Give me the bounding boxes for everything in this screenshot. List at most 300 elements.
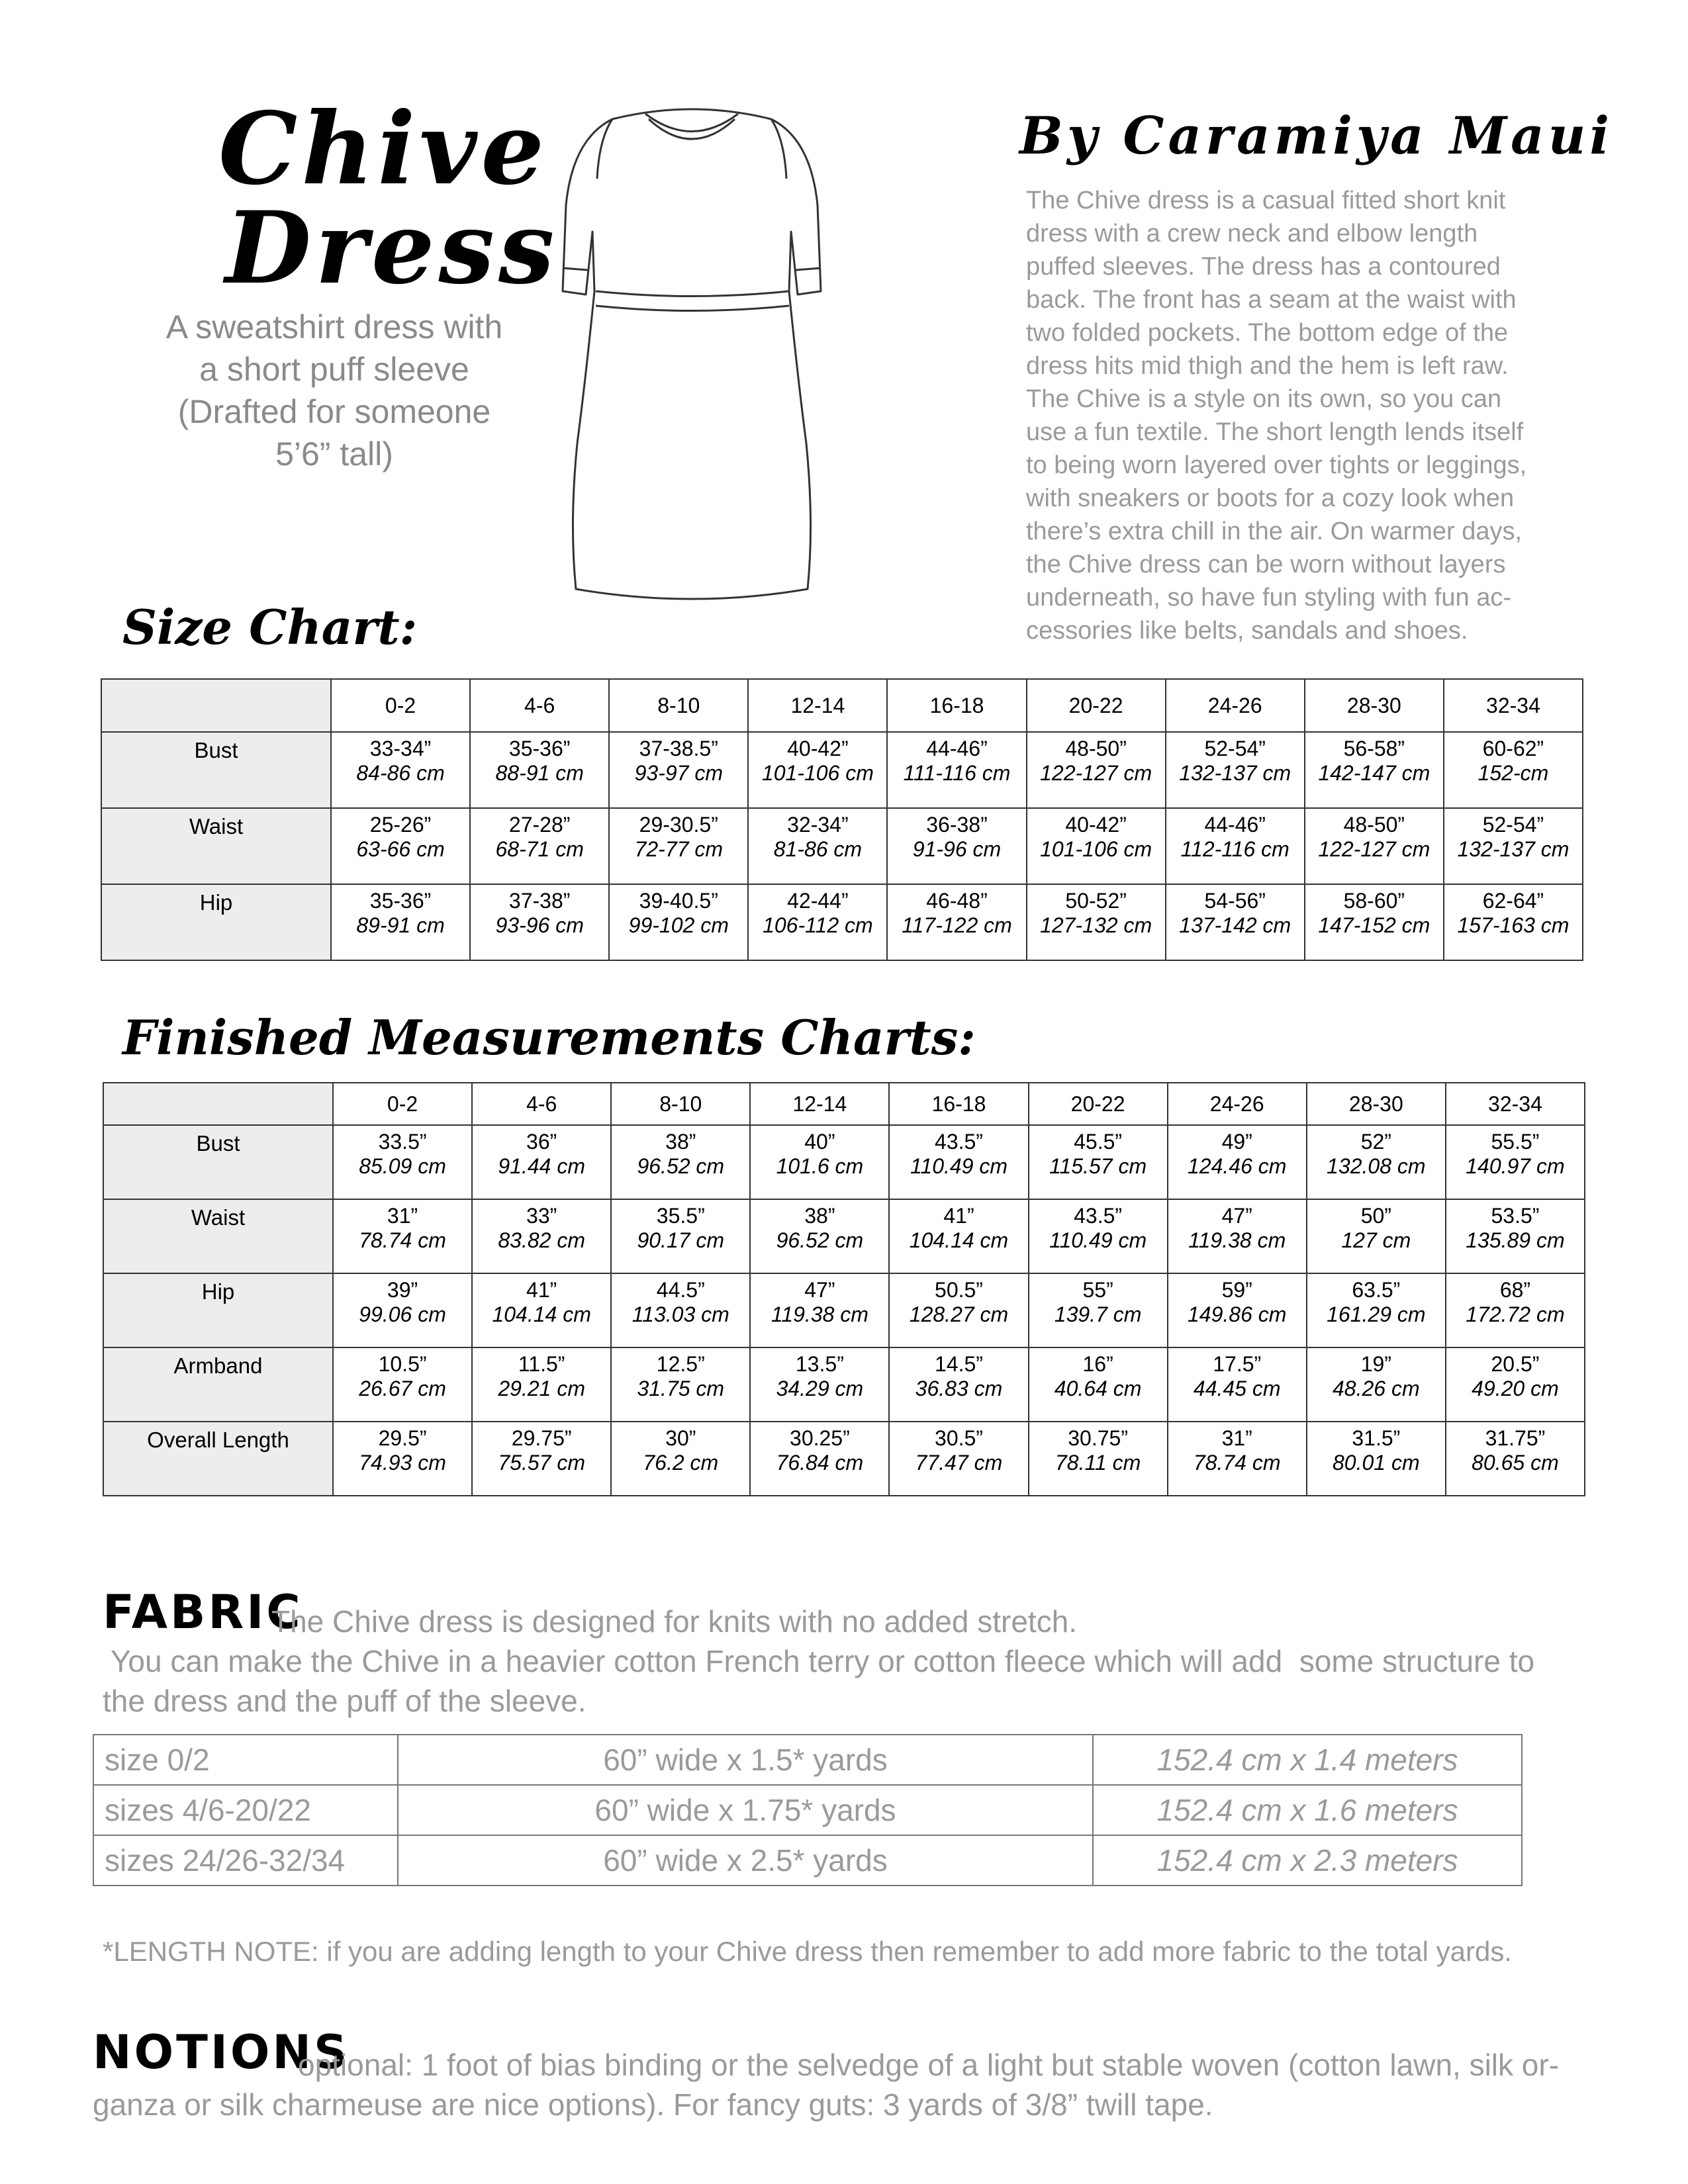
- measurement-cell: [1446, 1347, 1585, 1422]
- measurement-cell: [1307, 1199, 1446, 1273]
- value-inches: 48-50”: [1065, 737, 1127, 760]
- value-cm: 172.72 cm: [1466, 1302, 1565, 1326]
- fabric-line-3: the dress and the puff of the sleeve.: [103, 1684, 586, 1718]
- value-inches: 16”: [1082, 1352, 1113, 1376]
- measurement-cell: [470, 884, 609, 960]
- value-inches: 30”: [665, 1426, 696, 1450]
- value-inches: 54-56”: [1204, 889, 1266, 913]
- value-inches: 40-42”: [787, 737, 849, 760]
- measurement-cell: [1305, 732, 1444, 808]
- value-cm: 132.08 cm: [1327, 1154, 1426, 1178]
- measurement-cell: [1029, 1273, 1168, 1347]
- value-cm: 77.47 cm: [915, 1451, 1003, 1475]
- measurement-cell: [1444, 732, 1583, 808]
- title-line-2: Dress: [225, 190, 559, 306]
- value-inches: 39-40.5”: [639, 889, 718, 913]
- value-inches: 68”: [1499, 1278, 1531, 1302]
- size-header: 28-30: [1305, 679, 1444, 732]
- measurement-cell: [472, 1199, 611, 1273]
- value-inches: 33-34”: [369, 737, 432, 760]
- measurement-cell: [1307, 1422, 1446, 1496]
- measurement-cell: [331, 732, 470, 808]
- measurement-cell: [1446, 1125, 1585, 1199]
- value-inches: 10.5”: [378, 1352, 427, 1376]
- row-label: Hip: [101, 884, 331, 960]
- value-inches: 45.5”: [1074, 1130, 1123, 1154]
- measurement-cell: [333, 1125, 472, 1199]
- measurement-cell: [1305, 808, 1444, 884]
- value-inches: 29-30.5”: [639, 813, 718, 837]
- value-inches: 35-36”: [369, 889, 432, 913]
- size-header: 12-14: [750, 1083, 889, 1125]
- measurement-cell: [472, 1347, 611, 1422]
- value-cm: 157-163 cm: [1457, 913, 1570, 937]
- value-cm: 122-127 cm: [1040, 761, 1152, 785]
- value-inches: 50.5”: [935, 1278, 983, 1302]
- fabric-row: [93, 1735, 1522, 1785]
- size-header: 8-10: [609, 679, 748, 732]
- measurement-cell: [611, 1422, 750, 1496]
- value-cm: 91.44 cm: [498, 1154, 585, 1178]
- size-header: 12-14: [748, 679, 887, 732]
- value-cm: 89-91 cm: [356, 913, 445, 937]
- value-cm: 49.20 cm: [1472, 1377, 1559, 1400]
- value-inches: 36-38”: [926, 813, 988, 837]
- value-cm: 147-152 cm: [1318, 913, 1430, 937]
- description-line: with sneakers or boots for a cozy look when: [1026, 484, 1515, 512]
- measurement-row: [101, 808, 1583, 884]
- value-inches: 50-52”: [1065, 889, 1127, 913]
- value-cm: 96.52 cm: [637, 1154, 725, 1178]
- value-inches: 31”: [1221, 1426, 1252, 1450]
- measurement-cell: [748, 732, 887, 808]
- measurement-cell: [1027, 884, 1166, 960]
- value-cm: 75.57 cm: [498, 1451, 585, 1475]
- value-cm: 80.65 cm: [1472, 1451, 1559, 1475]
- value-cm: 132-137 cm: [1179, 761, 1291, 785]
- value-inches: 63.5”: [1352, 1278, 1401, 1302]
- value-inches: 33.5”: [378, 1130, 427, 1154]
- fabric-heading: FABRIC: [103, 1585, 303, 1639]
- measurement-row: [101, 732, 1583, 808]
- measurement-cell: [1027, 808, 1166, 884]
- description-line: dress hits mid thigh and the hem is left raw.: [1026, 352, 1509, 380]
- measurement-cell: [1166, 808, 1305, 884]
- value-inches: 55”: [1082, 1278, 1113, 1302]
- measurement-cell: [609, 884, 748, 960]
- value-cm: 128.27 cm: [909, 1302, 1009, 1326]
- value-inches: 56-58”: [1343, 737, 1405, 760]
- size-header: 16-18: [889, 1083, 1028, 1125]
- value-cm: 63-66 cm: [356, 837, 445, 861]
- value-cm: 96.52 cm: [776, 1228, 864, 1252]
- measurement-cell: [1305, 884, 1444, 960]
- value-cm: 140.97 cm: [1466, 1154, 1565, 1178]
- value-inches: 31.5”: [1352, 1426, 1401, 1450]
- value-inches: 50”: [1360, 1204, 1391, 1228]
- value-cm: 81-86 cm: [773, 837, 863, 861]
- measurement-cell: [1444, 808, 1583, 884]
- measurement-cell: [1446, 1199, 1585, 1273]
- description-line: use a fun textile. The short length lends itself: [1026, 418, 1524, 446]
- size-header: 20-22: [1029, 1083, 1168, 1125]
- value-cm: 127 cm: [1341, 1228, 1411, 1252]
- size-header: 28-30: [1307, 1083, 1446, 1125]
- value-inches: 52-54”: [1204, 737, 1266, 760]
- value-inches: 39”: [387, 1278, 418, 1302]
- row-label: Bust: [103, 1125, 333, 1199]
- value-inches: 60-62”: [1482, 737, 1544, 760]
- measurement-cell: [611, 1125, 750, 1199]
- size-chart-table: [101, 678, 1583, 961]
- measurement-cell: [1029, 1125, 1168, 1199]
- description-line: to being worn layered over tights or leggings,: [1026, 451, 1527, 479]
- value-inches: 40-42”: [1065, 813, 1127, 837]
- value-inches: 53.5”: [1491, 1204, 1540, 1228]
- size-header: 4-6: [470, 679, 609, 732]
- row-label: Hip: [103, 1273, 333, 1347]
- value-inches: 30.5”: [935, 1426, 983, 1450]
- measurement-cell: [611, 1199, 750, 1273]
- measurement-cell: [472, 1422, 611, 1496]
- measurement-cell: [1166, 884, 1305, 960]
- value-inches: 44-46”: [1204, 813, 1266, 837]
- value-inches: 33”: [526, 1204, 557, 1228]
- size-header: 24-26: [1166, 679, 1305, 732]
- size-chart-header-row: [101, 679, 1583, 732]
- measurement-cell: [750, 1347, 889, 1422]
- subtitle: [152, 306, 516, 475]
- fabric-row: [93, 1785, 1522, 1835]
- value-inches: 20.5”: [1491, 1352, 1540, 1376]
- measurement-cell: [1307, 1125, 1446, 1199]
- value-cm: 115.57 cm: [1049, 1154, 1147, 1178]
- value-cm: 29.21 cm: [498, 1377, 585, 1400]
- value-inches: 37-38”: [508, 889, 571, 913]
- value-cm: 74.93 cm: [359, 1451, 446, 1475]
- size-header: 32-34: [1444, 679, 1583, 732]
- value-inches: 30.75”: [1068, 1426, 1128, 1450]
- measurement-cell: [1029, 1199, 1168, 1273]
- value-inches: 49”: [1221, 1130, 1252, 1154]
- value-cm: 110.49 cm: [1049, 1228, 1147, 1252]
- measurement-cell: [1168, 1347, 1307, 1422]
- value-cm: 149.86 cm: [1188, 1302, 1287, 1326]
- fabric-imperial: 60” wide x 1.5* yards: [398, 1735, 1093, 1785]
- finished-chart-table: [103, 1082, 1585, 1496]
- fabric-imperial: 60” wide x 2.5* yards: [398, 1835, 1093, 1886]
- value-cm: 122-127 cm: [1318, 837, 1430, 861]
- value-cm: 112-116 cm: [1180, 837, 1289, 861]
- measurement-cell: [889, 1422, 1028, 1496]
- value-cm: 119.38 cm: [1188, 1228, 1286, 1252]
- finished-chart-heading: Finished Measurements Charts:: [122, 1009, 976, 1066]
- notions-line-1: optional: 1 foot of bias binding or the selvedge of a light but stable woven (cotton lawn, silk or-: [298, 2048, 1560, 2082]
- fabric-size: size 0/2: [93, 1735, 398, 1785]
- measurement-cell: [331, 808, 470, 884]
- value-inches: 29.75”: [511, 1426, 572, 1450]
- fabric-table: [93, 1734, 1523, 1886]
- value-cm: 78.11 cm: [1055, 1451, 1141, 1475]
- measurement-cell: [611, 1273, 750, 1347]
- value-inches: 12.5”: [656, 1352, 705, 1376]
- measurement-cell: [1307, 1347, 1446, 1422]
- description-line: The Chive dress is a casual fitted short knit: [1026, 187, 1506, 214]
- value-cm: 101.6 cm: [776, 1154, 864, 1178]
- value-cm: 36.83 cm: [915, 1377, 1003, 1400]
- value-cm: 26.67 cm: [359, 1377, 446, 1400]
- measurement-cell: [887, 732, 1026, 808]
- value-inches: 52-54”: [1482, 813, 1544, 837]
- measurement-cell: [750, 1125, 889, 1199]
- fabric-row: [93, 1835, 1522, 1886]
- measurement-cell: [1168, 1125, 1307, 1199]
- value-cm: 135.89 cm: [1466, 1228, 1565, 1252]
- measurement-cell: [1029, 1422, 1168, 1496]
- value-cm: 78.74 cm: [359, 1228, 446, 1252]
- measurement-cell: [748, 884, 887, 960]
- measurement-cell: [1307, 1273, 1446, 1347]
- header-blank-cell: [103, 1083, 333, 1125]
- value-cm: 142-147 cm: [1318, 761, 1430, 785]
- measurement-cell: [611, 1347, 750, 1422]
- value-cm: 40.64 cm: [1054, 1377, 1142, 1400]
- value-inches: 48-50”: [1343, 813, 1405, 837]
- measurement-cell: [1446, 1422, 1585, 1496]
- fabric-metric: 152.4 cm x 1.6 meters: [1093, 1785, 1522, 1835]
- value-cm: 44.45 cm: [1193, 1377, 1281, 1400]
- value-cm: 90.17 cm: [637, 1228, 725, 1252]
- value-cm: 99.06 cm: [359, 1302, 446, 1326]
- value-inches: 41”: [943, 1204, 974, 1228]
- value-cm: 117-122 cm: [902, 913, 1012, 937]
- value-cm: 85.09 cm: [359, 1154, 446, 1178]
- value-cm: 132-137 cm: [1457, 837, 1570, 861]
- value-inches: 37-38.5”: [639, 737, 718, 760]
- value-inches: 32-34”: [787, 813, 849, 837]
- header-blank-cell: [101, 679, 331, 732]
- fabric-line-1: The Chive dress is designed for knits with no added stretch.: [271, 1604, 1078, 1639]
- value-inches: 25-26”: [369, 813, 432, 837]
- value-cm: 99-102 cm: [628, 913, 729, 937]
- value-inches: 31”: [387, 1204, 418, 1228]
- description-line: the Chive dress can be worn without layers: [1026, 551, 1506, 578]
- size-header: 0-2: [333, 1083, 472, 1125]
- value-cm: 88-91 cm: [495, 761, 584, 785]
- value-inches: 40”: [804, 1130, 835, 1154]
- value-inches: 11.5”: [518, 1352, 565, 1376]
- measurement-cell: [1168, 1199, 1307, 1273]
- row-label: Waist: [103, 1199, 333, 1273]
- description-line: cessories like belts, sandals and shoes.: [1026, 617, 1468, 645]
- value-inches: 35.5”: [656, 1204, 705, 1228]
- measurement-row: [101, 884, 1583, 960]
- finished-chart-body: [103, 1125, 1585, 1496]
- value-cm: 110.49 cm: [910, 1154, 1008, 1178]
- subtitle-line: 5’6” tall): [275, 435, 393, 473]
- value-inches: 19”: [1360, 1352, 1391, 1376]
- value-cm: 93-97 cm: [634, 761, 723, 785]
- value-cm: 91-96 cm: [912, 837, 1002, 861]
- value-cm: 83.82 cm: [498, 1228, 585, 1252]
- value-cm: 139.7 cm: [1054, 1302, 1142, 1326]
- value-inches: 38”: [804, 1204, 835, 1228]
- value-inches: 42-44”: [787, 889, 849, 913]
- measurement-cell: [750, 1273, 889, 1347]
- fabric-metric: 152.4 cm x 1.4 meters: [1093, 1735, 1522, 1785]
- value-cm: 68-71 cm: [495, 837, 584, 861]
- measurement-cell: [609, 732, 748, 808]
- value-inches: 46-48”: [926, 889, 988, 913]
- value-inches: 52”: [1360, 1130, 1391, 1154]
- size-header: 20-22: [1027, 679, 1166, 732]
- value-inches: 44-46”: [926, 737, 988, 760]
- value-cm: 104.14 cm: [492, 1302, 591, 1326]
- value-cm: 76.84 cm: [776, 1451, 864, 1475]
- value-inches: 35-36”: [508, 737, 571, 760]
- description-line: underneath, so have fun styling with fun ac-: [1026, 584, 1512, 612]
- description: [1026, 184, 1569, 647]
- value-cm: 101-106 cm: [1040, 837, 1152, 861]
- measurement-cell: [748, 808, 887, 884]
- finished-chart-header-row: [103, 1083, 1585, 1125]
- measurement-cell: [1027, 732, 1166, 808]
- value-inches: 43.5”: [935, 1130, 983, 1154]
- title-line-1: Chive: [218, 91, 549, 207]
- measurement-row: [103, 1199, 1585, 1273]
- size-header: 0-2: [331, 679, 470, 732]
- size-header: 24-26: [1168, 1083, 1307, 1125]
- measurement-row: [103, 1422, 1585, 1496]
- value-inches: 62-64”: [1482, 889, 1544, 913]
- value-inches: 38”: [665, 1130, 696, 1154]
- measurement-cell: [750, 1422, 889, 1496]
- value-inches: 41”: [526, 1278, 557, 1302]
- value-inches: 27-28”: [508, 813, 571, 837]
- measurement-cell: [333, 1199, 472, 1273]
- value-inches: 59”: [1221, 1278, 1252, 1302]
- measurement-row: [103, 1273, 1585, 1347]
- measurement-cell: [889, 1347, 1028, 1422]
- fabric-size: sizes 24/26-32/34: [93, 1835, 398, 1886]
- value-cm: 137-142 cm: [1179, 913, 1291, 937]
- value-cm: 152-cm: [1477, 761, 1549, 785]
- measurement-cell: [333, 1422, 472, 1496]
- value-inches: 43.5”: [1074, 1204, 1123, 1228]
- value-cm: 104.14 cm: [909, 1228, 1009, 1252]
- description-line: dress with a crew neck and elbow length: [1026, 220, 1478, 248]
- value-cm: 72-77 cm: [634, 837, 723, 861]
- measurement-cell: [333, 1347, 472, 1422]
- value-cm: 80.01 cm: [1333, 1451, 1420, 1475]
- value-cm: 48.26 cm: [1333, 1377, 1420, 1400]
- value-cm: 111-116 cm: [903, 761, 1011, 785]
- row-label: Waist: [101, 808, 331, 884]
- value-inches: 13.5”: [795, 1352, 844, 1376]
- notions-line-2: ganza or silk charmeuse are nice options). For fancy guts: 3 yards of 3/8” twill tape.: [93, 2087, 1213, 2122]
- value-cm: 127-132 cm: [1040, 913, 1152, 937]
- value-cm: 76.2 cm: [643, 1451, 719, 1475]
- dress-illustration: [549, 99, 834, 615]
- notions-heading: NOTIONS: [93, 2025, 350, 2079]
- value-inches: 47”: [804, 1278, 835, 1302]
- size-header: 8-10: [611, 1083, 750, 1125]
- measurement-cell: [1446, 1273, 1585, 1347]
- value-inches: 47”: [1221, 1204, 1252, 1228]
- measurement-cell: [750, 1199, 889, 1273]
- measurement-row: [103, 1347, 1585, 1422]
- subtitle-line: (Drafted for someone: [177, 393, 491, 430]
- measurement-cell: [1168, 1273, 1307, 1347]
- measurement-cell: [609, 808, 748, 884]
- measurement-cell: [1444, 884, 1583, 960]
- description-line: The Chive is a style on its own, so you can: [1026, 385, 1502, 413]
- value-cm: 78.74 cm: [1193, 1451, 1281, 1475]
- value-cm: 119.38 cm: [771, 1302, 868, 1326]
- fabric-imperial: 60” wide x 1.75* yards: [398, 1785, 1093, 1835]
- value-inches: 58-60”: [1343, 889, 1405, 913]
- size-chart-heading: Size Chart:: [122, 599, 418, 655]
- description-line: puffed sleeves. The dress has a contoured: [1026, 253, 1501, 281]
- value-cm: 31.75 cm: [637, 1377, 725, 1400]
- measurement-cell: [889, 1199, 1028, 1273]
- row-label: Bust: [101, 732, 331, 808]
- measurement-cell: [1029, 1347, 1168, 1422]
- description-line: back. The front has a seam at the waist with: [1026, 286, 1517, 314]
- byline: By Caramiya Maui: [1019, 106, 1614, 166]
- fabric-line-2: You can make the Chive in a heavier cotton French terry or cotton fleece which will add some structure to: [103, 1644, 1535, 1678]
- value-inches: 31.75”: [1485, 1426, 1546, 1450]
- value-inches: 14.5”: [935, 1352, 983, 1376]
- size-header: 32-34: [1446, 1083, 1585, 1125]
- value-inches: 17.5”: [1213, 1352, 1262, 1376]
- value-cm: 161.29 cm: [1327, 1302, 1426, 1326]
- row-label: Overall Length: [103, 1422, 333, 1496]
- measurement-cell: [472, 1273, 611, 1347]
- description-line: two folded pockets. The bottom edge of the: [1026, 319, 1509, 347]
- measurement-cell: [889, 1273, 1028, 1347]
- value-cm: 34.29 cm: [776, 1377, 864, 1400]
- value-cm: 124.46 cm: [1188, 1154, 1287, 1178]
- row-label: Armband: [103, 1347, 333, 1422]
- fabric-metric: 152.4 cm x 2.3 meters: [1093, 1835, 1522, 1886]
- value-inches: 55.5”: [1491, 1130, 1540, 1154]
- measurement-cell: [470, 732, 609, 808]
- size-chart-body: [101, 732, 1583, 960]
- measurement-cell: [470, 808, 609, 884]
- value-cm: 101-106 cm: [761, 761, 874, 785]
- size-header: 16-18: [887, 679, 1026, 732]
- measurement-cell: [889, 1125, 1028, 1199]
- measurement-row: [103, 1125, 1585, 1199]
- subtitle-line: A sweatshirt dress with: [165, 308, 503, 345]
- measurement-cell: [887, 808, 1026, 884]
- measurement-cell: [472, 1125, 611, 1199]
- measurement-cell: [333, 1273, 472, 1347]
- measurement-cell: [1168, 1422, 1307, 1496]
- length-note: *LENGTH NOTE: if you are adding length to your Chive dress then remember to add more fabric to the total yards.: [103, 1936, 1512, 1967]
- value-inches: 29.5”: [378, 1426, 427, 1450]
- fabric-size: sizes 4/6-20/22: [93, 1785, 398, 1835]
- measurement-cell: [1166, 732, 1305, 808]
- value-cm: 93-96 cm: [495, 913, 584, 937]
- value-cm: 113.03 cm: [632, 1302, 729, 1326]
- value-inches: 44.5”: [656, 1278, 705, 1302]
- measurement-cell: [331, 884, 470, 960]
- value-inches: 36”: [526, 1130, 557, 1154]
- size-header: 4-6: [472, 1083, 611, 1125]
- value-cm: 106-112 cm: [763, 913, 873, 937]
